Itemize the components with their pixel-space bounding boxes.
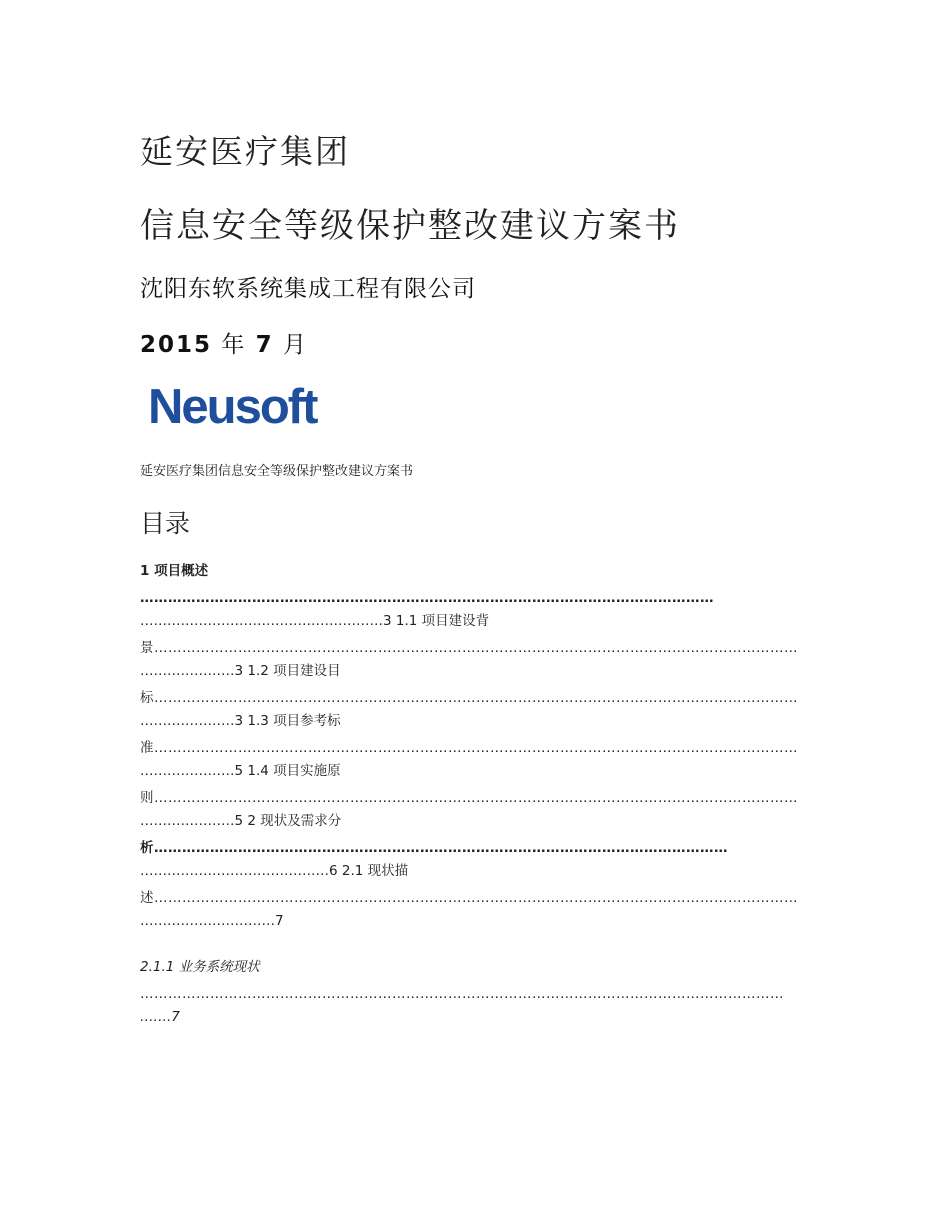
- neusoft-logo: [146, 376, 362, 434]
- toc-line[interactable]: 述…………………………………………………………………………………………………………………………: [140, 890, 798, 906]
- toc-line[interactable]: …………………………………………………………………………………………………………………………: [140, 986, 784, 1002]
- cover-title-line1: 延安医疗集团: [140, 132, 350, 171]
- toc-line[interactable]: ……………………………………6 2.1 现状描: [140, 863, 409, 879]
- toc-line[interactable]: …………………5 1.4 项目实施原: [140, 763, 341, 779]
- cover-title-line2: 信息安全等级保护整改建议方案书: [140, 206, 680, 246]
- toc-line[interactable]: 2.1.1 业务系统现状: [140, 959, 260, 975]
- toc-heading: 目录: [140, 509, 191, 538]
- cover-date: [140, 326, 308, 359]
- date-year: 2015: [140, 332, 213, 358]
- toc-line[interactable]: …………………………7: [140, 913, 284, 929]
- toc-line[interactable]: …………………3 1.2 项目建设目: [140, 663, 341, 679]
- toc-line[interactable]: …………………5 2 现状及需求分: [140, 813, 342, 829]
- toc-line[interactable]: ………………………………………………3 1.1 项目建设背: [140, 613, 490, 629]
- toc-line[interactable]: 景…………………………………………………………………………………………………………………………: [140, 640, 798, 656]
- toc-line[interactable]: 析……………………………………………………………………………………………………………: [140, 840, 728, 856]
- date-month-char: 月: [282, 332, 308, 358]
- date-month: 7: [255, 332, 274, 358]
- cover-company: 沈阳东软系统集成工程有限公司: [140, 276, 476, 302]
- document-subtitle: 延安医疗集团信息安全等级保护整改建议方案书: [140, 464, 414, 479]
- neusoft-logo-text: Neusoft: [148, 380, 317, 434]
- toc-line[interactable]: …….7: [140, 1009, 180, 1025]
- toc-line[interactable]: …………………3 1.3 项目参考标: [140, 713, 341, 729]
- toc-line[interactable]: ……………………………………………………………………………………………………………: [140, 590, 714, 606]
- toc-line[interactable]: 1 项目概述: [140, 563, 209, 579]
- toc-line[interactable]: 标…………………………………………………………………………………………………………………………: [140, 690, 798, 706]
- date-year-char: 年: [221, 332, 247, 358]
- toc-line[interactable]: 则…………………………………………………………………………………………………………………………: [140, 790, 798, 806]
- toc-line[interactable]: 准…………………………………………………………………………………………………………………………: [140, 740, 798, 756]
